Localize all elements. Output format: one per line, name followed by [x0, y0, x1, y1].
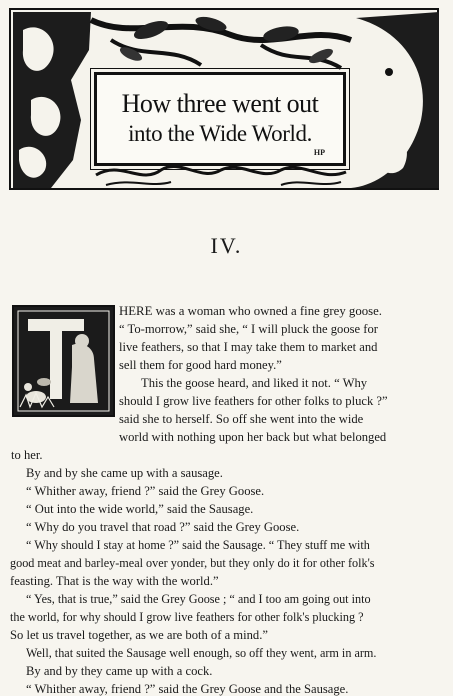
text-line-7: said she to herself. So off she went into the wide [119, 412, 364, 426]
text-line-15: good meat and barley-meal over yonder, but they only do it for other folk's [10, 556, 375, 570]
text-line-5: This the goose heard, and liked it not. “ Why [141, 376, 368, 390]
text-line-4: sell them for good hard money.” [119, 358, 282, 372]
text-line-21: By and by they came up with a cock. [26, 664, 213, 678]
text-line-2: “ To-morrow,” said she, “ I will pluck the goose for [119, 322, 378, 336]
text-line-18: the world, for why should I grow live feathers for other folk's plucking ? [10, 610, 364, 624]
text-line-14: “ Why should I stay at home ?” said the Sausage. “ They stuff me with [26, 538, 370, 552]
text-line-11: “ Whither away, friend ?” said the Grey Goose. [26, 484, 265, 498]
title-line-1: How three went out [121, 89, 319, 118]
text-line-20: Well, that suited the Sausage well enough, so off they went, arm in arm. [26, 646, 377, 660]
header-illustration [9, 8, 439, 190]
text-line-17: “ Yes, that is true,” said the Grey Goose ; “ and I too am going out into [26, 592, 371, 606]
text-line-22: “ Whither away, friend ?” said the Grey Goose and the Sausage. [26, 682, 349, 696]
drop-cap-illustration [12, 305, 115, 417]
text-line-3: live feathers, so that I may take them to market and [119, 340, 378, 354]
text-line-1: HERE was a woman who owned a fine grey goose. [119, 304, 382, 318]
text-line-8: world with nothing upon her back but what belonged [119, 430, 387, 444]
artist-monogram: HP [313, 148, 325, 157]
text-line-9: to her. [11, 448, 43, 462]
title-line-2: into the Wide World. [128, 121, 312, 146]
text-line-13: “ Why do you travel that road ?” said the Grey Goose. [26, 520, 300, 534]
text-line-12: “ Out into the wide world,” said the Sausage. [26, 502, 254, 516]
text-line-16: feasting. That is the way with the world.” [10, 574, 219, 588]
text-line-19: So let us travel together, as we are both of a mind.” [10, 628, 268, 642]
text-line-10: By and by she came up with a sausage. [26, 466, 223, 480]
text-line-6: should I grow live feathers for other folks to pluck ?” [119, 394, 388, 408]
title-cartouche [94, 72, 346, 166]
chapter-number: IV. [210, 233, 243, 258]
